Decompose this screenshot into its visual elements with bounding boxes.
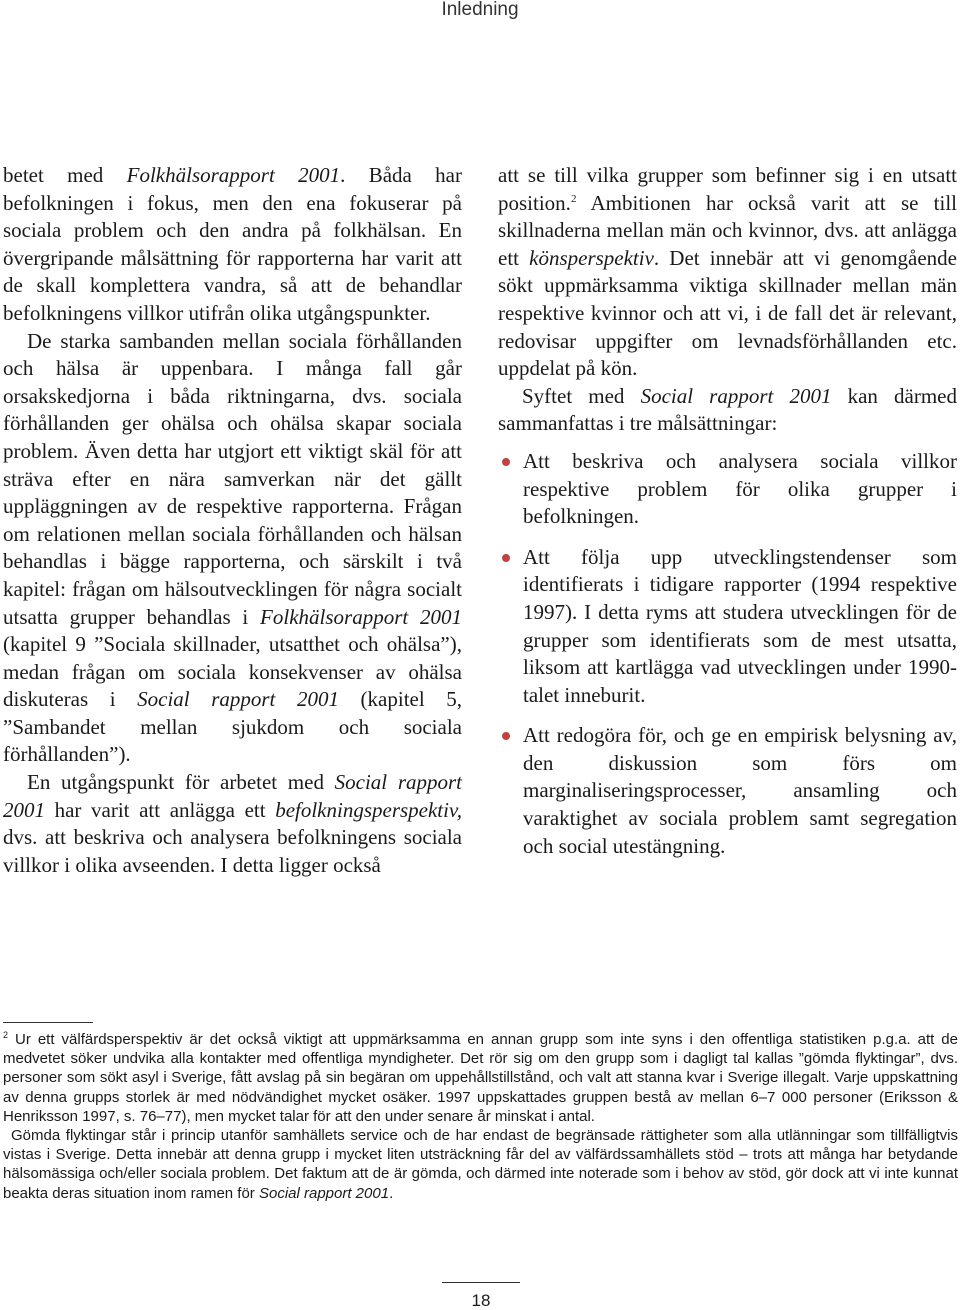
- text-run: (kapitel 5, ”Sambandet mellan sjukdom och sociala förhållanden”).: [3, 687, 463, 767]
- text-run: (kapitel 9 ”Sociala skillnader, utsatthet och ohälsa”), medan frågan om sociala konsekvenser av ohälsa diskuteras i: [3, 632, 462, 712]
- text-run: Syftet med: [522, 383, 641, 408]
- footnote: [3, 1030, 958, 1126]
- text-run: . Båda har befolkningen i fokus, men den ena fokuserar på sociala problem och den andra på folkhälsan. En övergripande målsättning för rapporterna har varit att de skall komplettera vandra, så att de behandlar befolkningens villkor utifrån olika utgångspunkter.: [3, 163, 462, 325]
- italic-title: Social rapport 2001: [137, 687, 339, 712]
- list-item: [498, 448, 957, 531]
- page-number: 18: [471, 1291, 491, 1310]
- footnote-text: Gömda flyktingar står i princip utanför samhällets service och de har endast de begränsade rättigheter som alla utlänningar som tillfälligtvis vistas i Sverige. Detta innebär att denna grupp i mycket liten utsträckning får del av välfärdssamhällets stöd – trots att många har betydande hälsomässiga och/eller sociala problem. Det faktum att de är gömda, och därmed inte noterade som i behov av stöd, gör dock att vi inte kunnat beakta deras situation inom ramen för: [3, 1127, 958, 1202]
- paragraph: [3, 328, 462, 770]
- goals-list: [498, 448, 957, 860]
- text-run: har varit att anlägga ett: [45, 797, 276, 822]
- bullet-icon: [502, 554, 510, 562]
- text-run: Ambitionen har också varit att se till skillnaderna mellan män och kvinnor, dvs. att anlägga ett: [498, 190, 957, 270]
- footnote-continuation: [3, 1126, 958, 1203]
- paragraph: [3, 769, 462, 879]
- bullet-icon: [502, 458, 510, 466]
- italic-term: befolkningsperspektiv,: [275, 797, 462, 822]
- text-run: De starka sambanden mellan sociala förhållanden och hälsa är uppenbara. I många fall går orsakskedjorna i båda riktningarna, dvs. sociala förhållanden ger ohälsa och ohälsa skapar sociala problem. Även detta har utgjort ett viktigt skäl för att sträva efter en nära samverkan när det gällt uppläggningen av de respektive rapporterna. Frågan om relationen mellan sociala förhållanden och hälsan behandlas i bägge rapporterna, och särskilt i två kapitel: frågan om hälsoutvecklingen för några socialt utsatta grupper behandlas i: [3, 328, 462, 629]
- bullet-icon: [502, 732, 510, 740]
- italic-title: Folkhälsorapport 2001: [126, 163, 341, 187]
- italic-title: Social rapport 2001: [3, 770, 463, 822]
- list-item: [498, 722, 957, 860]
- paragraph: [498, 162, 957, 383]
- text-run: En utgångspunkt för arbetet med: [27, 770, 335, 795]
- italic-title: Social rapport 2001: [640, 383, 832, 408]
- footnote-divider: [3, 1022, 93, 1023]
- list-item: [498, 544, 957, 710]
- left-column: [3, 162, 462, 879]
- list-item-text: Att redogöra för, och ge en empirisk belysning av, den diskussion som förs om marginaliseringsprocesser, ansamling och varaktighet av sociala problem samt segregation och social utestängning.: [523, 723, 957, 858]
- text-run: kan därmed sammanfattas i tre målsättningar:: [498, 383, 957, 436]
- list-item-text: Att beskriva och analysera sociala villkor respektive problem för olika grupper i befolkningen.: [523, 448, 957, 529]
- footnote-marker: 2: [3, 1030, 9, 1040]
- italic-title: Social rapport 2001: [258, 1184, 390, 1202]
- list-item-text: Att följa upp utvecklingstendenser som identifierats i tidigare rapporter (1994 respektive 1997). I detta ryms att studera utvecklingen för de grupper som identifierats som de mest utsatta, liksom att kartlägga vad utvecklingen under 1990-talet inneburit.: [523, 544, 957, 707]
- italic-title: Folkhälsorapport 2001: [260, 604, 462, 629]
- text-run: dvs. att beskriva och analysera befolkningens sociala villkor i olika avseenden. I detta ligger också: [3, 825, 462, 877]
- footnote-text: .: [389, 1184, 394, 1202]
- paragraph: [3, 162, 462, 328]
- running-header: Inledning: [441, 0, 519, 20]
- page-number-divider: [442, 1282, 520, 1283]
- right-column: [498, 162, 957, 873]
- footnote-reference[interactable]: 2: [570, 192, 577, 205]
- text-run: . Det innebär att vi genomgående sökt uppmärksamma viktiga skillnader mellan män respektive kvinnor och att vi, i de fall det är relevant, redovisar uppgifter om levnadsförhållanden etc. uppdelat på kön.: [498, 245, 958, 381]
- footnotes: [3, 1030, 958, 1203]
- italic-term: könsperspektiv: [529, 245, 654, 270]
- paragraph: [498, 383, 957, 438]
- footnote-text: Ur ett välfärdsperspektiv är det också viktigt att uppmärksamma en annan grupp som inte syns i den offentliga statistiken p.g.a. att de medvetet söker undvika alla kontakter med offentliga myndigheter. Det rör sig om den grupp som i dagligt tal kallas ”gömda flyktingar”, dvs. personer som sökt asyl i Sverige, fått avslag på sin begäran om uppehållstillstånd, och valt att stanna kvar i Sverige illegalt. Varje uppskattning av denna grupps storlek är med nödvändighet mycket osäker. 1997 uppskattades gruppen bestå av mellan 6–7 000 personer (Eriksson & Henriksson 1997, s. 76–77), men mycket talar för att den under senare år minskat i antal.: [3, 1031, 958, 1125]
- text-run: betet med: [3, 163, 127, 187]
- text-run: att se till vilka grupper som befinner sig i en utsatt position.: [498, 163, 957, 215]
